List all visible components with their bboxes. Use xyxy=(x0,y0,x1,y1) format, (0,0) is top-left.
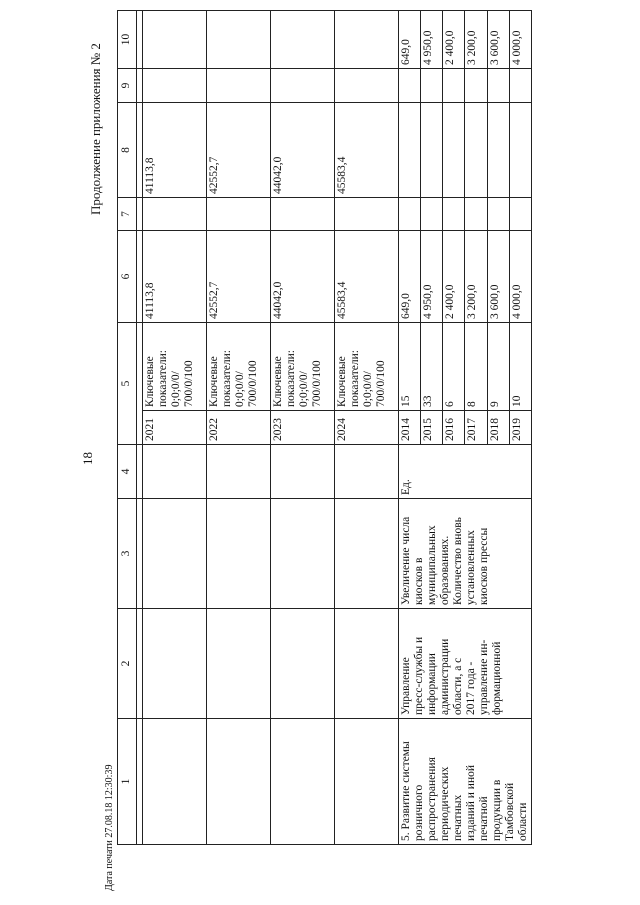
appendix-table xyxy=(117,10,532,845)
amount-cell: 2 400,0 xyxy=(443,231,465,323)
key-indicators-cell: Ключевые показатели: 0;0;0/0/ 700/0/100 xyxy=(207,323,271,411)
amount-cell: 4 000,0 xyxy=(509,11,531,69)
year-cell: 2017 xyxy=(465,411,487,445)
value-cell: 10 xyxy=(509,323,531,411)
amount-cell: 2 400,0 xyxy=(443,11,465,69)
amount-cell: 4 950,0 xyxy=(421,231,443,323)
value-cell: 6 xyxy=(443,323,465,411)
header-col-9: 9 xyxy=(118,69,137,103)
amount-cell: 4 000,0 xyxy=(509,231,531,323)
table-row xyxy=(143,11,207,845)
amount-cell: 45583,4 xyxy=(335,103,399,198)
measure-name-cell: 5. Развитие системы розничного распространения периодических печатных изданий и иной печатной продукции в Тамбовской области xyxy=(399,719,532,845)
header-col-3: 3 xyxy=(118,499,137,609)
amount-cell: 4 950,0 xyxy=(421,11,443,69)
header-col-5: 5 xyxy=(118,323,137,445)
header-col-7: 7 xyxy=(118,198,137,231)
header-row xyxy=(118,11,137,845)
year-cell: 2021 xyxy=(143,411,207,445)
amount-cell: 42552,7 xyxy=(207,231,271,323)
header-col-10: 10 xyxy=(118,11,137,69)
print-date: Дата печати 27.08.18 12:30:39 xyxy=(104,764,115,891)
year-cell: 2019 xyxy=(509,411,531,445)
table-row xyxy=(271,11,335,845)
table-row xyxy=(207,11,271,845)
executor-cell: Управление пресс-службы и информации администрации области, а с 2017 года - управление ин- формационной xyxy=(399,609,532,719)
header-col-1: 1 xyxy=(118,719,137,845)
year-cell: 2016 xyxy=(443,411,465,445)
value-cell: 33 xyxy=(421,323,443,411)
value-cell: 15 xyxy=(399,323,421,411)
year-cell: 2015 xyxy=(421,411,443,445)
year-cell: 2018 xyxy=(487,411,509,445)
continuation-title: Продолжение приложения № 2 xyxy=(88,43,103,215)
amount-cell: 3 600,0 xyxy=(487,231,509,323)
year-cell: 2023 xyxy=(271,411,335,445)
year-cell: 2014 xyxy=(399,411,421,445)
table-row xyxy=(399,11,421,845)
header-col-4: 4 xyxy=(118,445,137,499)
header-col-6: 6 xyxy=(118,231,137,323)
amount-cell: 44042,0 xyxy=(271,103,335,198)
key-indicators-cell: Ключевые показатели: 0;0;0/0/ 700/0/100 xyxy=(335,323,399,411)
key-indicators-cell: Ключевые показатели: 0;0;0/0/ 700/0/100 xyxy=(271,323,335,411)
amount-cell: 3 200,0 xyxy=(465,11,487,69)
page-number: 18 xyxy=(80,452,95,465)
unit-cell: Ед. xyxy=(399,445,532,499)
amount-cell: 649,0 xyxy=(399,231,421,323)
header-col-2: 2 xyxy=(118,609,137,719)
amount-cell: 649,0 xyxy=(399,11,421,69)
amount-cell: 44042,0 xyxy=(271,231,335,323)
amount-cell: 41113,8 xyxy=(143,103,207,198)
indicator-cell: Увеличение числа киосков в муниципальных образованиях. Количество вновь установленных киосков прессы xyxy=(399,499,532,609)
table-row xyxy=(335,11,399,845)
amount-cell: 42552,7 xyxy=(207,103,271,198)
year-cell: 2024 xyxy=(335,411,399,445)
value-cell: 9 xyxy=(487,323,509,411)
key-indicators-cell: Ключевые показатели: 0;0;0/0/ 700/0/100 xyxy=(143,323,207,411)
amount-cell: 3 600,0 xyxy=(487,11,509,69)
value-cell: 8 xyxy=(465,323,487,411)
amount-cell: 45583,4 xyxy=(335,231,399,323)
year-cell: 2022 xyxy=(207,411,271,445)
amount-cell: 41113,8 xyxy=(143,231,207,323)
amount-cell: 3 200,0 xyxy=(465,231,487,323)
header-col-8: 8 xyxy=(118,103,137,198)
